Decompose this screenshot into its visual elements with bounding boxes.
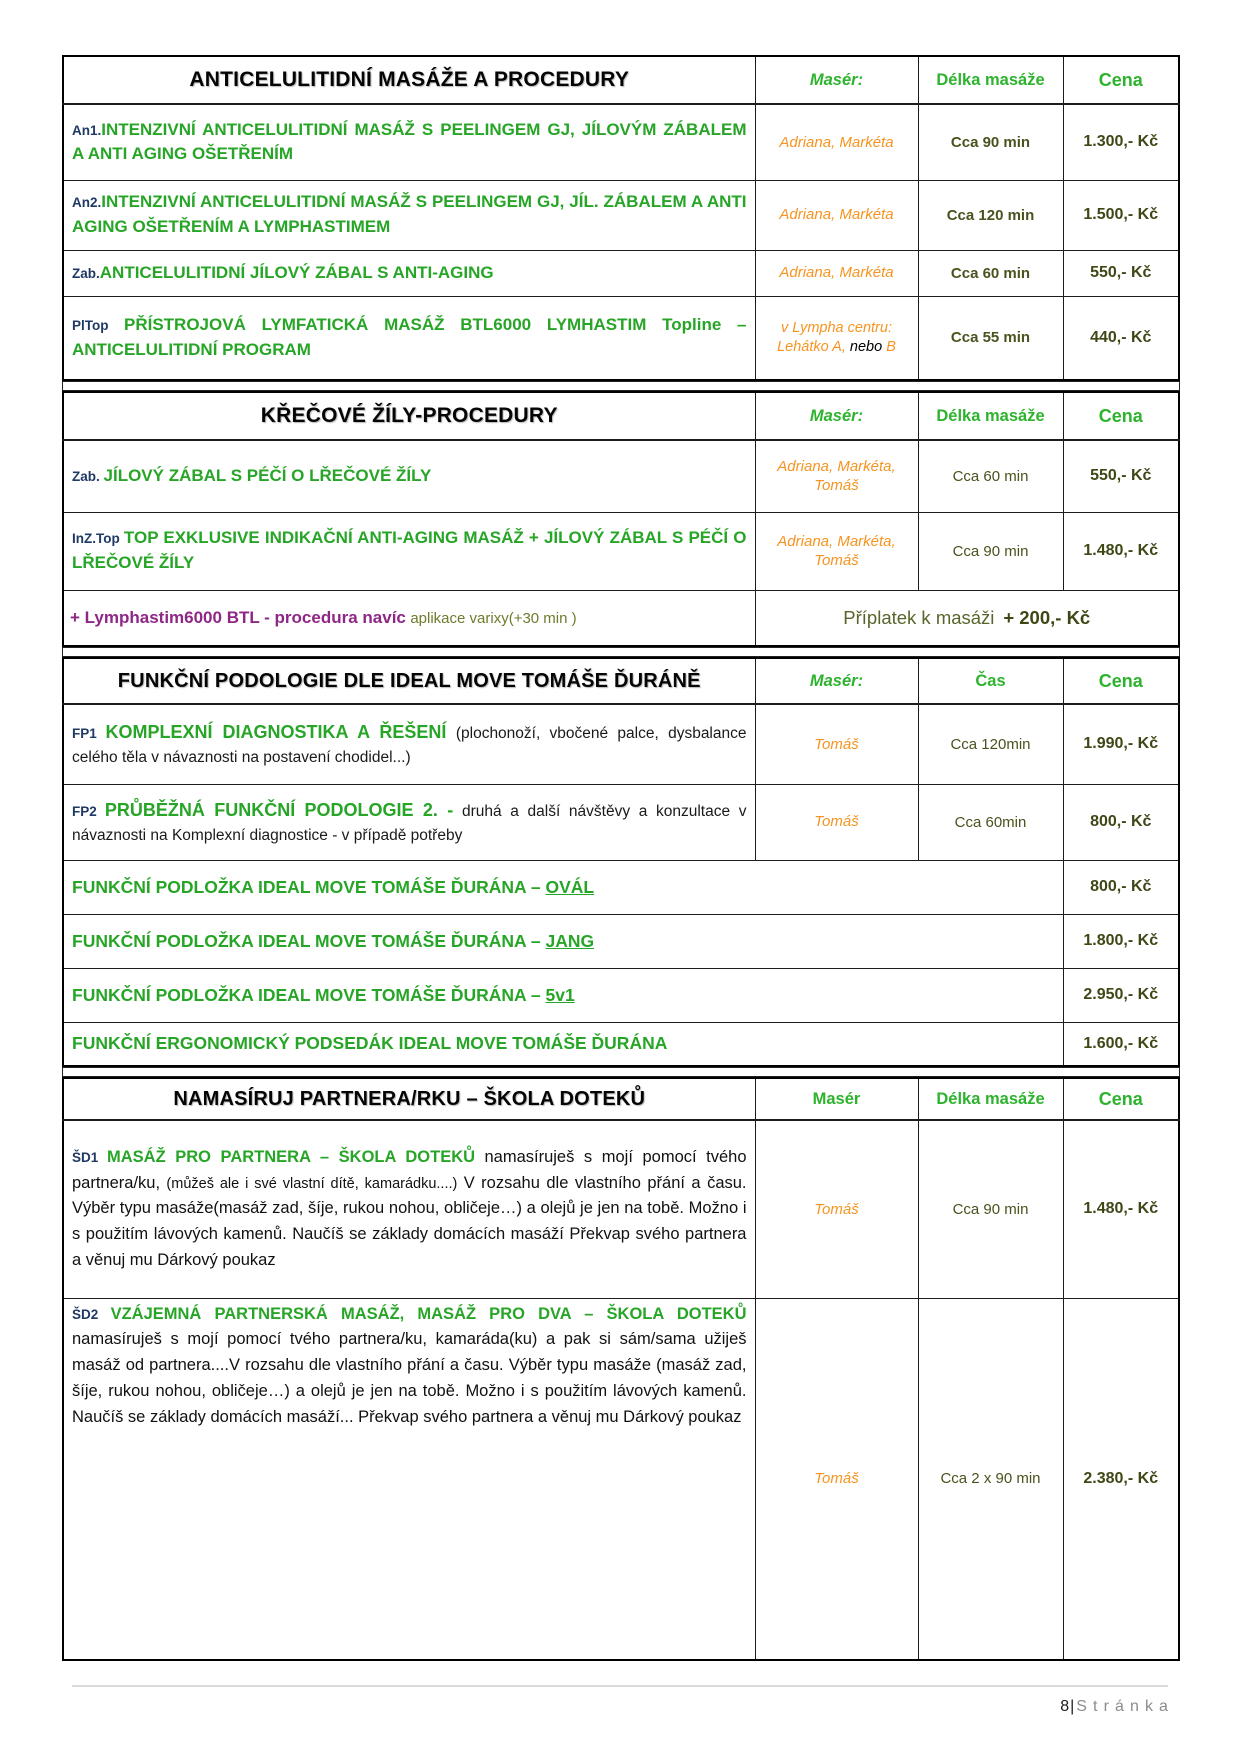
price-cell: 550,- Kč xyxy=(1063,250,1179,296)
section-title: FUNKČNÍ PODOLOGIE DLE IDEAL MOVE TOMÁŠE ĎURÁNĚ xyxy=(63,658,755,704)
col-header-duration: Délka masáže xyxy=(918,56,1063,104)
bed-b: B xyxy=(886,338,896,355)
price-cell: 1.800,- Kč xyxy=(1063,914,1179,968)
procedure-description: druhá a další návštěvy a konzultace v návaznosti na Komplexní diagnostice - v případě potřeby xyxy=(72,803,747,844)
price-cell: 440,- Kč xyxy=(1063,296,1179,380)
price-table-anticellulite xyxy=(62,55,1180,381)
surcharge-amount: + 200,- Kč xyxy=(1003,606,1091,628)
procedure-code: Zab. xyxy=(72,265,100,281)
surcharge-procedure-cell xyxy=(63,590,755,646)
price-table-partner-school xyxy=(62,1077,1180,1661)
col-header-duration: Čas xyxy=(918,658,1063,704)
table-row xyxy=(63,512,1179,590)
page-footer xyxy=(62,1685,1178,1716)
table-row xyxy=(63,104,1179,180)
table-row xyxy=(63,704,1179,784)
masseur-cell: Adriana, Markéta xyxy=(755,180,918,250)
bed-or: nebo xyxy=(849,338,883,355)
product-name: FUNKČNÍ PODLOŽKA IDEAL MOVE TOMÁŠE ĎURÁNA – xyxy=(72,984,546,1005)
product-name: FUNKČNÍ PODLOŽKA IDEAL MOVE TOMÁŠE ĎURÁNA – xyxy=(72,930,546,951)
product-cell xyxy=(63,914,1063,968)
section-divider xyxy=(62,381,1180,391)
procedure-cell xyxy=(63,512,755,590)
procedure-description: namasíruješ s mojí pomocí tvého partnera/ku, xyxy=(72,1147,747,1192)
procedure-title: PŘÍSTROJOVÁ LYMFATICKÁ MASÁŽ BTL6000 LYMHASTIM Topline – ANTICELULITIDNÍ PROGRAM xyxy=(72,315,747,359)
product-cell xyxy=(63,968,1063,1022)
masseur-location: v Lympha centru: xyxy=(781,319,892,336)
masseur-cell: Adriana, Markéta, Tomáš xyxy=(755,512,918,590)
table-row xyxy=(63,180,1179,250)
procedure-cell xyxy=(63,1120,755,1298)
procedure-cell xyxy=(63,784,755,860)
procedure-title: JÍLOVÝ ZÁBAL S PÉČÍ O LŘEČOVÉ ŽÍLY xyxy=(103,465,432,485)
table-row xyxy=(63,1120,1179,1298)
table-row xyxy=(63,860,1179,914)
table-row xyxy=(63,1298,1179,1660)
masseur-cell: Adriana, Markéta xyxy=(755,104,918,180)
procedure-code: FP2 xyxy=(72,804,105,820)
procedure-description: (plochonoží, vbočené palce, dysbalance celého těla v návaznosti na postavení chodidel...) xyxy=(72,725,747,766)
footer-separator: | xyxy=(1070,1698,1075,1715)
table-row xyxy=(63,914,1179,968)
product-cell xyxy=(63,860,1063,914)
procedure-title: VZÁJEMNÁ PARTNERSKÁ MASÁŽ, MASÁŽ PRO DVA – ŠKOLA DOTEKŮ xyxy=(110,1304,747,1323)
price-table-varicose xyxy=(62,391,1180,647)
procedure-description-small: (můžeš ale i své vlastní dítě, kamarádku....) xyxy=(166,1175,458,1192)
procedure-title: MASÁŽ PRO PARTNERA – ŠKOLA DOTEKŮ xyxy=(107,1147,476,1166)
masseur-cell: Tomáš xyxy=(755,1120,918,1298)
procedure-title: INTENZIVNÍ ANTICELULITIDNÍ MASÁŽ S PEELINGEM GJ, JÍLOVÝM ZÁBALEM A ANTI AGING OŠETŘENÍM xyxy=(72,119,747,164)
section-title: ANTICELULITIDNÍ MASÁŽE A PROCEDURY xyxy=(63,56,755,104)
procedure-code: An2. xyxy=(72,195,102,211)
product-cell xyxy=(63,1022,1063,1066)
section-header-row xyxy=(63,392,1179,440)
table-row xyxy=(63,250,1179,296)
section-header-row xyxy=(63,1078,1179,1120)
col-header-maser: Masér: xyxy=(755,392,918,440)
col-header-maser: Masér xyxy=(755,1078,918,1120)
price-cell: 800,- Kč xyxy=(1063,784,1179,860)
procedure-cell xyxy=(63,104,755,180)
product-variant: OVÁL xyxy=(545,876,595,897)
procedure-cell xyxy=(63,1298,755,1660)
surcharge-note: aplikace varixy(+30 min ) xyxy=(410,609,577,627)
footer-page-number: 8 xyxy=(1060,1698,1070,1715)
product-name: FUNKČNÍ ERGONOMICKÝ PODSEDÁK IDEAL MOVE TOMÁŠE ĎURÁNA xyxy=(72,1033,668,1054)
price-cell: 1.990,- Kč xyxy=(1063,704,1179,784)
duration-cell: Cca 120 min xyxy=(918,180,1063,250)
footer-page-label: Stránka xyxy=(1076,1698,1174,1715)
procedure-title: PRŮBĚŽNÁ FUNKČNÍ PODOLOGIE 2. - xyxy=(104,800,454,821)
masseur-bed xyxy=(764,338,910,357)
price-table-podology xyxy=(62,657,1180,1067)
price-cell: 1.480,- Kč xyxy=(1063,1120,1179,1298)
col-header-price: Cena xyxy=(1063,56,1179,104)
table-row xyxy=(63,590,1179,646)
masseur-cell: Tomáš xyxy=(755,784,918,860)
table-row xyxy=(63,440,1179,512)
table-row xyxy=(63,296,1179,380)
duration-cell: Cca 90 min xyxy=(918,1120,1063,1298)
price-cell: 1.600,- Kč xyxy=(1063,1022,1179,1066)
col-header-duration: Délka masáže xyxy=(918,1078,1063,1120)
procedure-code: An1. xyxy=(72,122,102,138)
footer-divider xyxy=(72,1685,1168,1687)
procedure-code: PlTop xyxy=(72,318,109,334)
col-header-price: Cena xyxy=(1063,392,1179,440)
procedure-cell xyxy=(63,440,755,512)
duration-cell: Cca 120min xyxy=(918,704,1063,784)
price-cell: 2.380,- Kč xyxy=(1063,1298,1179,1660)
duration-cell: Cca 60 min xyxy=(918,440,1063,512)
duration-cell: Cca 55 min xyxy=(918,296,1063,380)
product-variant: 5v1 xyxy=(545,984,575,1005)
price-cell: 1.500,- Kč xyxy=(1063,180,1179,250)
surcharge-label: Příplatek k masáži xyxy=(843,606,995,628)
surcharge-cell xyxy=(755,590,1179,646)
section-header-row xyxy=(63,658,1179,704)
procedure-cell xyxy=(63,250,755,296)
price-cell: 2.950,- Kč xyxy=(1063,968,1179,1022)
procedure-code: ŠD2 xyxy=(72,1306,111,1322)
product-variant: JANG xyxy=(545,930,595,951)
surcharge-procedure: + Lymphastim6000 BTL - procedura navíc xyxy=(70,607,406,627)
procedure-cell xyxy=(63,180,755,250)
section-divider xyxy=(62,647,1180,657)
section-header-row xyxy=(63,56,1179,104)
procedure-title: KOMPLEXNÍ DIAGNOSTIKA A ŘEŠENÍ xyxy=(105,722,447,743)
masseur-cell: Adriana, Markéta, Tomáš xyxy=(755,440,918,512)
duration-cell: Cca 2 x 90 min xyxy=(918,1298,1063,1660)
procedure-title: TOP EXKLUSIVE INDIKAČNÍ ANTI-AGING MASÁŽ + JÍLOVÝ ZÁBAL S PÉČÍ O LŘEČOVÉ ŽÍLY xyxy=(72,528,747,572)
procedure-code: FP1 xyxy=(72,726,106,742)
bed-a: Lehátko A, xyxy=(777,338,846,355)
col-header-price: Cena xyxy=(1063,658,1179,704)
masseur-cell: Tomáš xyxy=(755,704,918,784)
price-cell: 1.480,- Kč xyxy=(1063,512,1179,590)
table-row xyxy=(63,784,1179,860)
procedure-code: ŠD1 xyxy=(72,1149,107,1165)
price-cell: 800,- Kč xyxy=(1063,860,1179,914)
procedure-description: namasíruješ s mojí pomocí tvého partnera/ku, kamaráda(ku) a pak si sám/sama užiješ masáž od partnera....V rozsahu dle vlastního přání a času. Výběr typu masáže (masáž zad, šíje, rukou nohou, obličeje…) a olejů je jen na tobě. Možno i s použitím lávových kamenů. Naučíš se základy domácích masáží... Překvap svého partnera a věnuj mu Dárkový poukaz xyxy=(72,1330,747,1426)
footer-text xyxy=(62,1698,1178,1716)
section-title: KŘEČOVÉ ŽÍLY-PROCEDURY xyxy=(63,392,755,440)
duration-cell: Cca 60 min xyxy=(918,250,1063,296)
col-header-duration: Délka masáže xyxy=(918,392,1063,440)
procedure-code: InZ.Top xyxy=(72,531,124,547)
procedure-code: Zab. xyxy=(72,468,104,484)
masseur-cell xyxy=(755,296,918,380)
price-cell: 1.300,- Kč xyxy=(1063,104,1179,180)
procedure-cell xyxy=(63,296,755,380)
product-name: FUNKČNÍ PODLOŽKA IDEAL MOVE TOMÁŠE ĎURÁNA – xyxy=(72,876,546,897)
section-divider xyxy=(62,1067,1180,1077)
duration-cell: Cca 60min xyxy=(918,784,1063,860)
procedure-cell xyxy=(63,704,755,784)
col-header-maser: Masér: xyxy=(755,658,918,704)
masseur-cell: Adriana, Markéta xyxy=(755,250,918,296)
price-cell: 550,- Kč xyxy=(1063,440,1179,512)
procedure-title: INTENZIVNÍ ANTICELULITIDNÍ MASÁŽ S PEELINGEM GJ, JÍL. ZÁBALEM A ANTI AGING OŠETŘENÍM A LYMPHASTIMEM xyxy=(72,192,747,236)
table-row xyxy=(63,1022,1179,1066)
duration-cell: Cca 90 min xyxy=(918,104,1063,180)
col-header-maser: Masér: xyxy=(755,56,918,104)
masseur-cell: Tomáš xyxy=(755,1298,918,1660)
duration-cell: Cca 90 min xyxy=(918,512,1063,590)
procedure-description: V rozsahu dle vlastního přání a času. Výběr typu masáže(masáž zad, šíje, rukou nohou, obličeje…) a olejů je jen na tobě. Možno i s použitím lávových kamenů. Naučíš se základy domácích masáží Překvap svého partnera a věnuj mu Dárkový poukaz xyxy=(72,1173,747,1269)
section-title: NAMASÍRUJ PARTNERA/RKU – ŠKOLA DOTEKŮ xyxy=(63,1078,755,1120)
table-row xyxy=(63,968,1179,1022)
col-header-price: Cena xyxy=(1063,1078,1179,1120)
procedure-title: ANTICELULITIDNÍ JÍLOVÝ ZÁBAL S ANTI-AGING xyxy=(99,262,494,282)
